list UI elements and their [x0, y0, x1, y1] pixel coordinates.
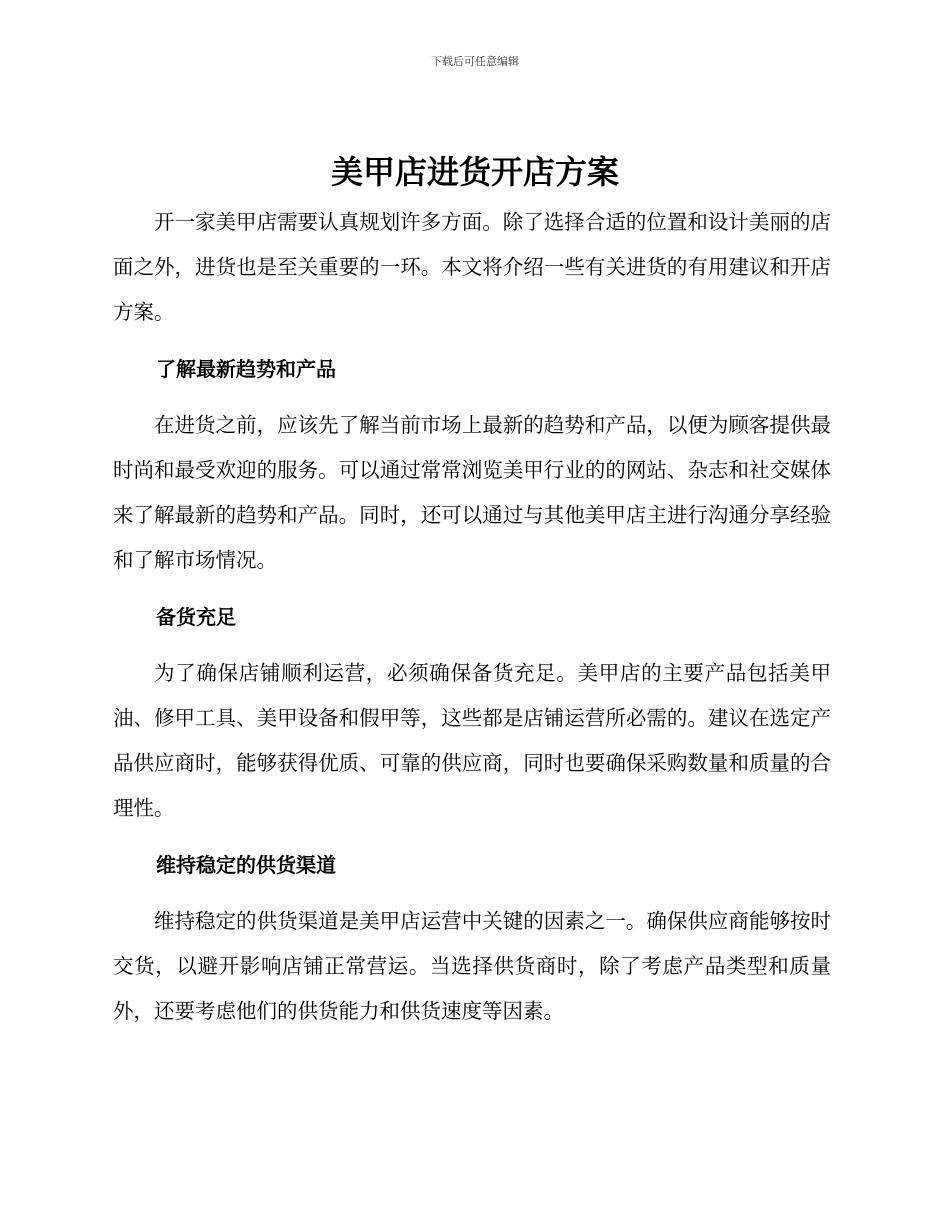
section-paragraph: 为了确保店铺顺利运营，必须确保备货充足。美甲店的主要产品包括美甲油、修甲工具、美甲设备和假甲等，这些都是店铺运营所必需的。建议在选定产品供应商时，能够获得优质、可靠的供应商，同时也要确保采购数量和质量的合理性。 — [113, 661, 831, 820]
intro-paragraph: 开一家美甲店需要认真规划许多方面。除了选择合适的位置和设计美丽的店面之外，进货也是至关重要的一环。本文将介绍一些有关进货的有用建议和开店方案。 — [113, 210, 831, 324]
section-paragraph: 在进货之前，应该先了解当前市场上最新的趋势和产品，以便为顾客提供最时尚和最受欢迎的服务。可以通过常常浏览美甲行业的的网站、杂志和社交媒体来了解最新的趋势和产品。同时，还可以通过与其他美甲店主进行沟通分享经验和了解市场情况。 — [113, 413, 831, 572]
section-trends — [113, 347, 831, 583]
section-stock — [113, 595, 831, 831]
section-supply-channel — [113, 843, 831, 1034]
section-heading: 了解最新趋势和产品 — [156, 357, 336, 381]
document-body — [113, 200, 831, 1034]
section-heading: 维持稳定的供货渠道 — [156, 853, 336, 877]
section-heading: 备货充足 — [156, 605, 236, 629]
page-header-note: 下载后可任意编辑 — [431, 55, 519, 68]
section-paragraph: 维持稳定的供货渠道是美甲店运营中关键的因素之一。确保供应商能够按时交货，以避开影响店铺正常营运。当选择供货商时，除了考虑产品类型和质量外，还要考虑他们的供货能力和供货速度等因素。 — [113, 909, 831, 1023]
document-title: 美甲店进货开店方案 — [330, 153, 619, 191]
